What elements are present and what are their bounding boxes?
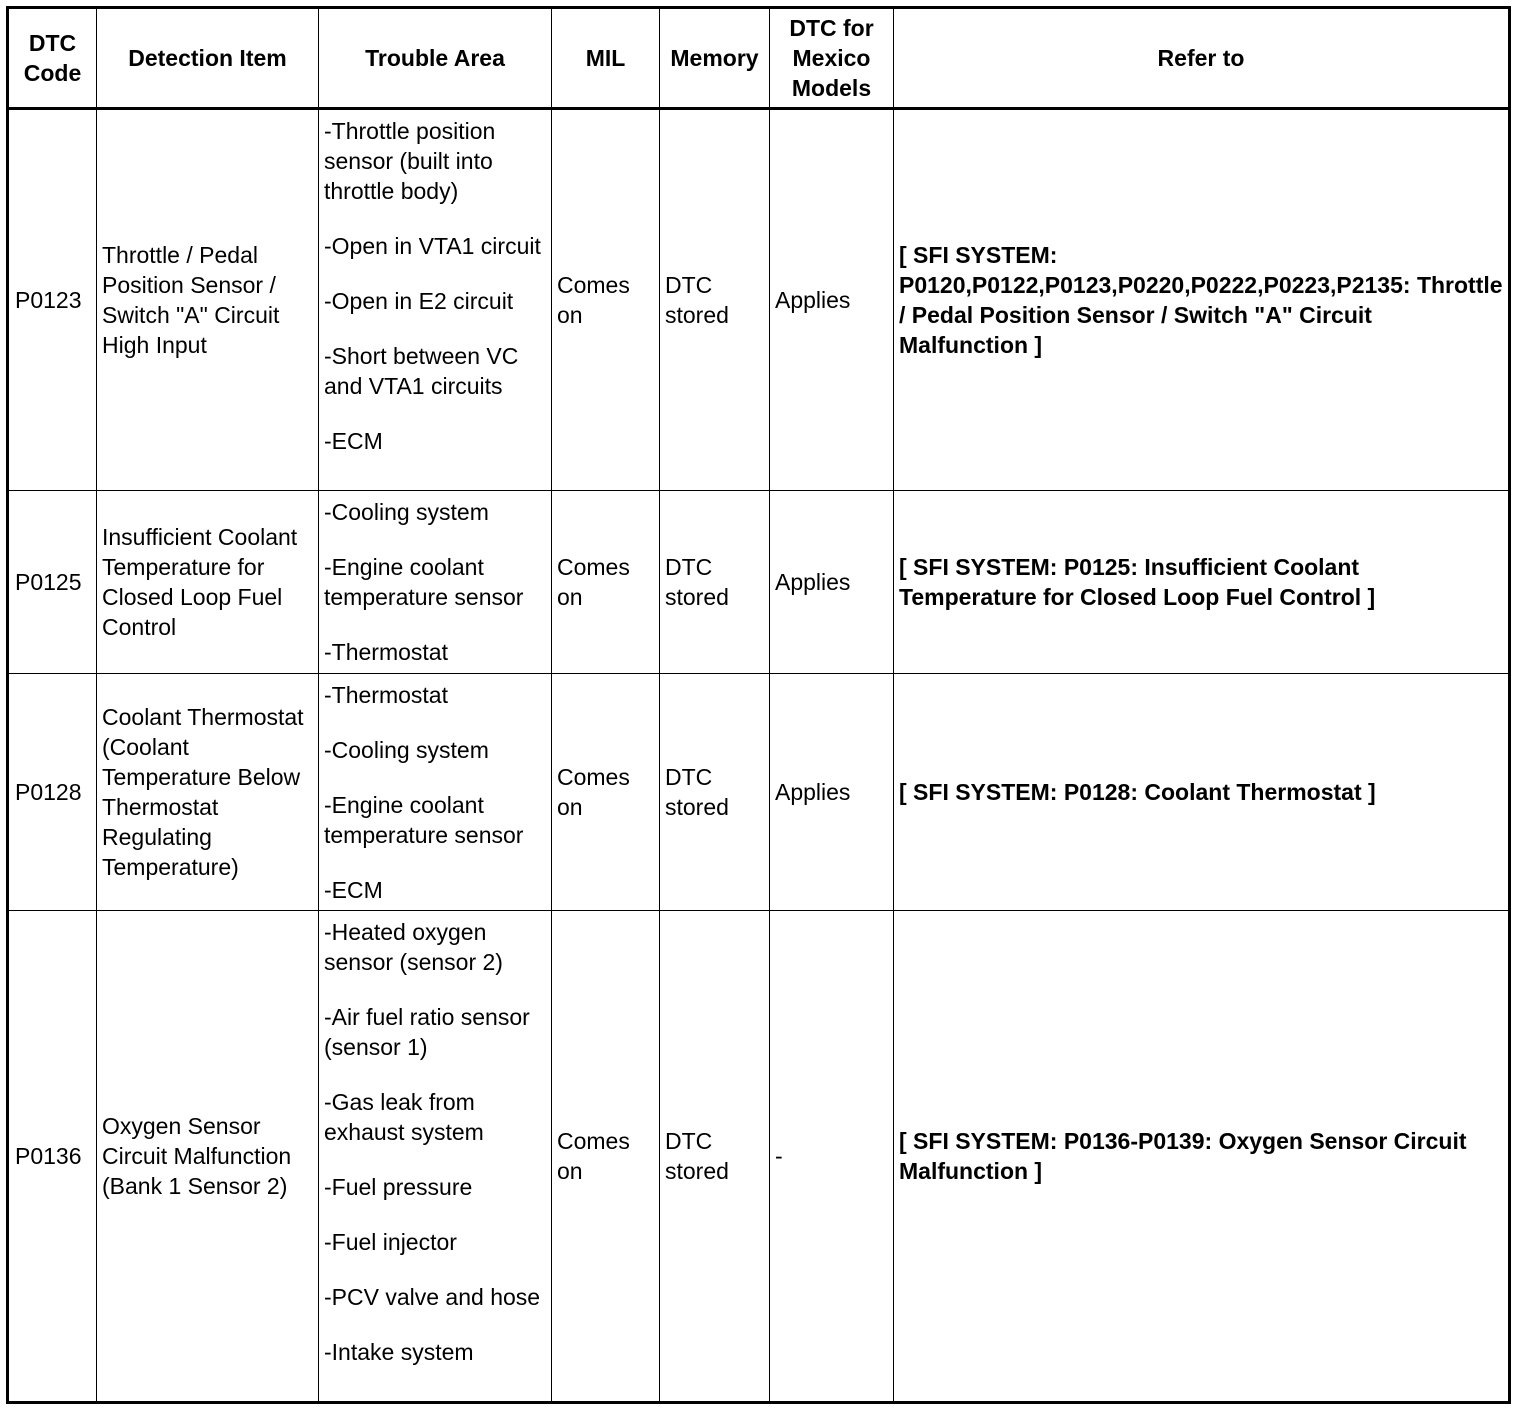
table-row: [8, 491, 1510, 674]
trouble-area: [319, 911, 552, 1403]
table-row: [8, 911, 1510, 1403]
refer-link[interactable]: [ SFI SYSTEM: P0125: Insufficient Coolant Temperature for Closed Loop Fuel Control ]: [894, 491, 1510, 674]
trouble-area-item: -Intake system: [324, 1339, 474, 1365]
memory-status: DTC stored: [660, 911, 770, 1403]
table-row: [8, 674, 1510, 911]
trouble-area-item: -Open in E2 circuit: [324, 288, 514, 314]
header-detection-item: Detection Item: [97, 8, 319, 109]
detection-item: Throttle / Pedal Position Sensor / Switch "A" Circuit High Input: [97, 109, 319, 491]
header-row: [8, 8, 1510, 109]
trouble-area-item: -Air fuel ratio sensor (sensor 1): [324, 1004, 530, 1060]
dtc-code: P0125: [8, 491, 97, 674]
refer-link[interactable]: [ SFI SYSTEM: P0120,P0122,P0123,P0220,P0222,P0223,P2135: Throttle / Pedal Position Sensor / Switch "A" Circuit Malfunction ]: [894, 109, 1510, 491]
trouble-area-item: -Fuel injector: [324, 1229, 457, 1255]
trouble-area-item: -ECM: [324, 877, 383, 903]
trouble-area-item: -ECM: [324, 428, 383, 454]
trouble-area-item: -Heated oxygen sensor (sensor 2): [324, 919, 503, 975]
dtc-code: P0128: [8, 674, 97, 911]
trouble-area-item: -Engine coolant temperature sensor: [324, 554, 524, 610]
header-trouble-area: Trouble Area: [319, 8, 552, 109]
mil-status: Comes on: [552, 109, 660, 491]
trouble-area-item: -Open in VTA1 circuit: [324, 233, 541, 259]
memory-status: DTC stored: [660, 674, 770, 911]
mexico-status: Applies: [770, 491, 894, 674]
memory-status: DTC stored: [660, 109, 770, 491]
refer-link[interactable]: [ SFI SYSTEM: P0136-P0139: Oxygen Sensor Circuit Malfunction ]: [894, 911, 1510, 1403]
detection-item: Insufficient Coolant Temperature for Closed Loop Fuel Control: [97, 491, 319, 674]
mexico-status: Applies: [770, 109, 894, 491]
mil-status: Comes on: [552, 674, 660, 911]
trouble-area-item: -Fuel pressure: [324, 1174, 473, 1200]
trouble-area-item: -Cooling system: [324, 737, 489, 763]
header-mil: MIL: [552, 8, 660, 109]
trouble-area-item: -Thermostat: [324, 682, 448, 708]
detection-item: Coolant Thermostat (Coolant Temperature Below Thermostat Regulating Temperature): [97, 674, 319, 911]
trouble-area-item: -PCV valve and hose: [324, 1284, 541, 1310]
trouble-area-item: -Short between VC and VTA1 circuits: [324, 343, 519, 399]
trouble-area: [319, 674, 552, 911]
detection-item: Oxygen Sensor Circuit Malfunction (Bank 1 Sensor 2): [97, 911, 319, 1403]
memory-status: DTC stored: [660, 491, 770, 674]
trouble-area-item: -Gas leak from exhaust system: [324, 1089, 484, 1145]
dtc-code: P0136: [8, 911, 97, 1403]
mexico-status: -: [770, 911, 894, 1403]
dtc-table: [6, 6, 1511, 1404]
header-dtc-code: DTC Code: [8, 8, 97, 109]
header-refer-to: Refer to: [894, 8, 1510, 109]
table-row: [8, 109, 1510, 491]
mil-status: Comes on: [552, 491, 660, 674]
mexico-status: Applies: [770, 674, 894, 911]
dtc-code: P0123: [8, 109, 97, 491]
header-memory: Memory: [660, 8, 770, 109]
trouble-area: [319, 109, 552, 491]
header-mexico: DTC for Mexico Models: [770, 8, 894, 109]
trouble-area-item: -Engine coolant temperature sensor: [324, 792, 524, 848]
trouble-area-item: -Throttle position sensor (built into throttle body): [324, 118, 496, 204]
trouble-area-item: -Cooling system: [324, 499, 489, 525]
mil-status: Comes on: [552, 911, 660, 1403]
trouble-area: [319, 491, 552, 674]
trouble-area-item: -Thermostat: [324, 639, 448, 665]
refer-link[interactable]: [ SFI SYSTEM: P0128: Coolant Thermostat ]: [894, 674, 1510, 911]
